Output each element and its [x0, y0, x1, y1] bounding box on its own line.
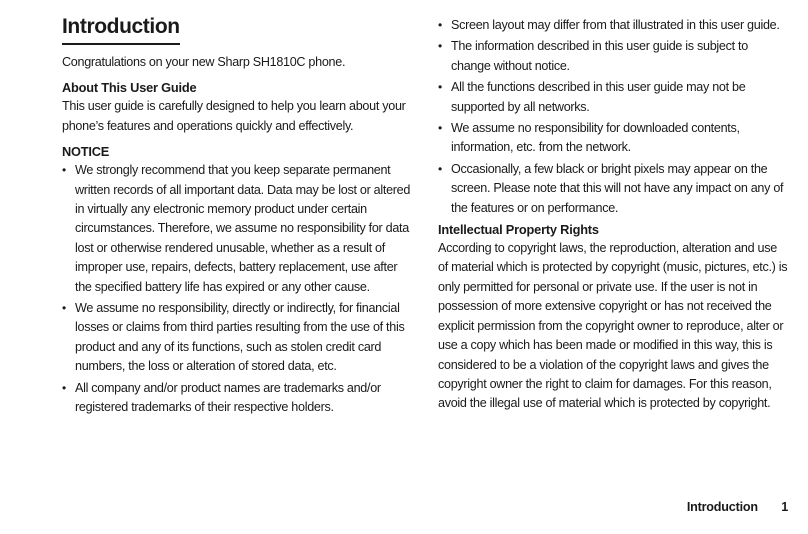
intro-text: Congratulations on your new Sharp SH1810C phone.	[62, 55, 346, 69]
list-item-text: We assume no responsibility for downloaded contents, information, etc. from the network.	[451, 121, 740, 155]
bullet-icon: •	[438, 121, 442, 136]
notice-heading: NOTICE	[62, 144, 110, 160]
about-text: This user guide is carefully designed to help you learn about your phone’s features and operations quickly and effectively.	[62, 99, 406, 133]
ip-text: According to copyright laws, the reproduction, alteration and use of material which is protected by copyright (music, pictures, etc.) is only permitted for personal or private use. If the user is not in possession of more extensive copyright or has not received the explicit permission from the copyright owner to reproduce, alter or use a copy which has been made or modified in this way, this is considered to be a violation of the copyright laws and gives the copyright owner the right to claim for damages. For this reason, avoid the illegal use of material which is protected by copyright.	[438, 241, 788, 411]
list-item	[438, 37, 788, 76]
right-column	[438, 16, 788, 414]
list-item	[438, 119, 788, 158]
bullet-icon: •	[62, 301, 66, 316]
page-title: Introduction	[62, 14, 180, 45]
list-item	[438, 16, 788, 35]
notice-list-right	[438, 16, 788, 218]
list-item-text: Screen layout may differ from that illustrated in this user guide.	[451, 18, 780, 32]
left-column	[62, 14, 414, 420]
bullet-icon: •	[62, 163, 66, 178]
bullet-icon: •	[438, 80, 442, 95]
bullet-icon: •	[438, 18, 442, 32]
bullet-icon: •	[62, 380, 66, 395]
about-heading: About This User Guide	[62, 80, 197, 96]
footer-section-label: Introduction	[686, 500, 758, 514]
list-item-text: All the functions described in this user guide may not be supported by all networks.	[451, 80, 746, 114]
list-item-text: We strongly recommend that you keep separate permanent written records of all important data. Data may be lost or altered in virtually any electronic memory product under certain circumstances. Therefore, we assume no responsibility for data lost or otherwise rendered unusable, whether as a result of improper use, repairs, defects, battery replacement, use after the specified battery life has expired or any other cause.	[75, 163, 411, 294]
bullet-icon: •	[438, 161, 442, 176]
page-footer	[687, 500, 788, 514]
list-item	[62, 161, 414, 297]
list-item	[62, 299, 414, 377]
list-item	[438, 78, 788, 117]
list-item-text: We assume no responsibility, directly or indirectly, for financial losses or claims from third parties resulting from the use of this product and any of its functions, such as stolen credit card numbers, the loss or alteration of stored data, etc.	[75, 301, 405, 374]
list-item-text: The information described in this user guide is subject to change without notice.	[451, 39, 748, 73]
bullet-icon: •	[438, 39, 442, 54]
list-item	[438, 160, 788, 218]
ip-heading: Intellectual Property Rights	[438, 222, 599, 238]
notice-list-left	[62, 161, 414, 417]
list-item-text: Occasionally, a few black or bright pixels may appear on the screen. Please note that this will not have any impact on any of the features or on performance.	[451, 161, 784, 215]
list-item-text: All company and/or product names are trademarks and/or registered trademarks of their respective holders.	[75, 380, 381, 415]
page-number: 1	[781, 500, 788, 514]
list-item	[62, 379, 414, 418]
